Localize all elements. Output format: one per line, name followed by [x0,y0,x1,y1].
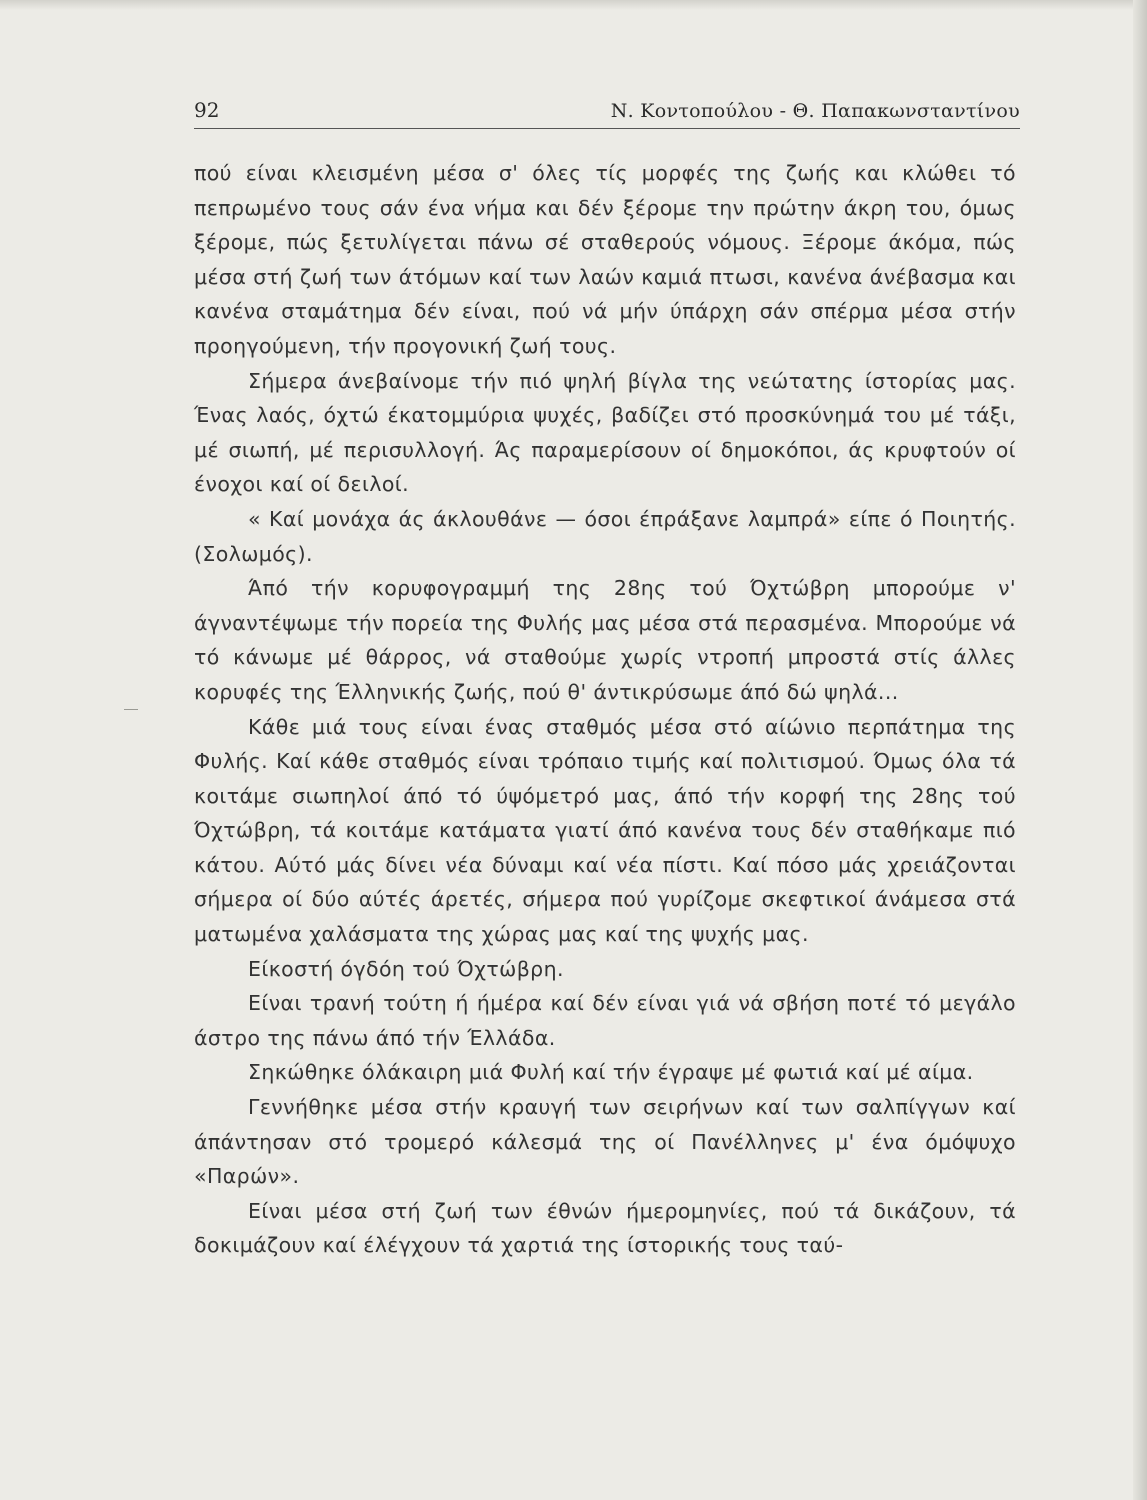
running-head: Ν. Κοντοπούλου - Θ. Παπακωνσταντίνου [610,100,1020,122]
paragraph: Γεννήθηκε μέσα στήν κραυγή των σειρήνων καί των σαλπίγγων καί άπάντησαν στό τρομερό κάλεσμά της οί Πανέλληνες μ' ένα όμόψυχο «Παρών». [194,1095,1016,1189]
page-right-edge [1133,0,1147,1500]
paragraph-continued: πού είναι κλεισμένη μέσα σ' όλες τίς μορφές της ζωής και κλώθει τό πεπρωμένο τους σάν ένα νήμα και δέν ξέρομε την πρώτην άκρη του, όμως ξέρομε, πώς ξετυλίγεται πάνω σέ σταθερούς νόμους. Ξέρομε άκόμα, πώς μέσα στή ζωή των άτόμων καί των λαών καμιά πτωσι, κανένα άνέβασμα και κανένα σταμάτημα δέν είναι, πού νά μήν ύπάρχη σάν σπέρμα μέσα στήν προηγούμενη, τήν προγονική ζωή τους. [194,161,1016,358]
body-text [194,156,1016,1263]
paragraph: Σήμερα άνεβαίνομε τήν πιό ψηλή βίγλα της νεώτατης ίστορίας μας. Ένας λαός, όχτώ έκατομμύρια ψυχές, βαδίζει στό προσκύνημά του μέ τάξι, μέ σιωπή, μέ περισυλλογή. Άς παραμερίσουν οί δημοκόποι, άς κρυφτούν οί ένοχοι καί οί δειλοί. [194,368,1016,497]
page-top-edge [0,0,1147,10]
paragraph: Άπό τήν κορυφογραμμή της 28ης τού Όχτώβρη μπορούμε ν' άγναντέψωμε τήν πορεία της Φυλής μας μέσα στά περασμένα. Μπορούμε νά τό κάνωμε μέ θάρρος, νά σταθούμε χωρίς ντροπή μπροστά στίς άλλες κορυφές της Έλληνικής ζωής, πού θ' άντικρύσωμε άπό δώ ψηλά... [194,576,1016,704]
paragraph: Είναι μέσα στή ζωή των έθνών ήμερομηνίες, πού τά δικάζουν, τά δοκιμάζουν καί έλέγχουν τά χαρτιά της ίστορικής τους ταύ- [194,1198,1016,1258]
paragraph: Σηκώθηκε όλάκαιρη μιά Φυλή καί τήν έγραψε μέ φωτιά καί μέ αίμα. [248,1060,974,1085]
paragraph: Είκοστή όγδόη τού Όχτώβρη. [248,956,564,981]
paragraph: Είναι τρανή τούτη ή ήμέρα καί δέν είναι γιά νά σβήση ποτέ τό μεγάλο άστρο της πάνω άπό τήν Έλλάδα. [194,991,1016,1050]
margin-mark [124,709,138,710]
page-number: 92 [194,98,220,122]
page-header [194,96,1020,129]
paragraph-quote: « Καί μονάχα άς άκλουθάνε — όσοι έπράξανε λαμπρά» είπε ό Ποιητής. (Σολωμός). [194,506,1016,566]
paragraph: Κάθε μιά τους είναι ένας σταθμός μέσα στό αίώνιο περπάτημα της Φυλής. Καί κάθε σταθμός είναι τρόπαιο τιμής καί πολιτισμού. Όμως όλα τά κοιτάμε σιωπηλοί άπό τό ύψόμετρό μας, άπό τήν κορφή της 28ης τού Όχτώβρη, τά κοιτάμε κατάματα γιατί άπό κανένα τους δέν σταθήκαμε πιό κάτου. Αύτό μάς δίνει νέα δύναμι καί νέα πίστι. Καί πόσο μάς χρειάζονται σήμερα οί δύο αύτές άρετές, σήμερα πού γυρίζομε σκεφτικοί άνάμεσα στά ματωμένα χαλάσματα της χώρας μας καί της ψυχής μας. [194,714,1016,947]
